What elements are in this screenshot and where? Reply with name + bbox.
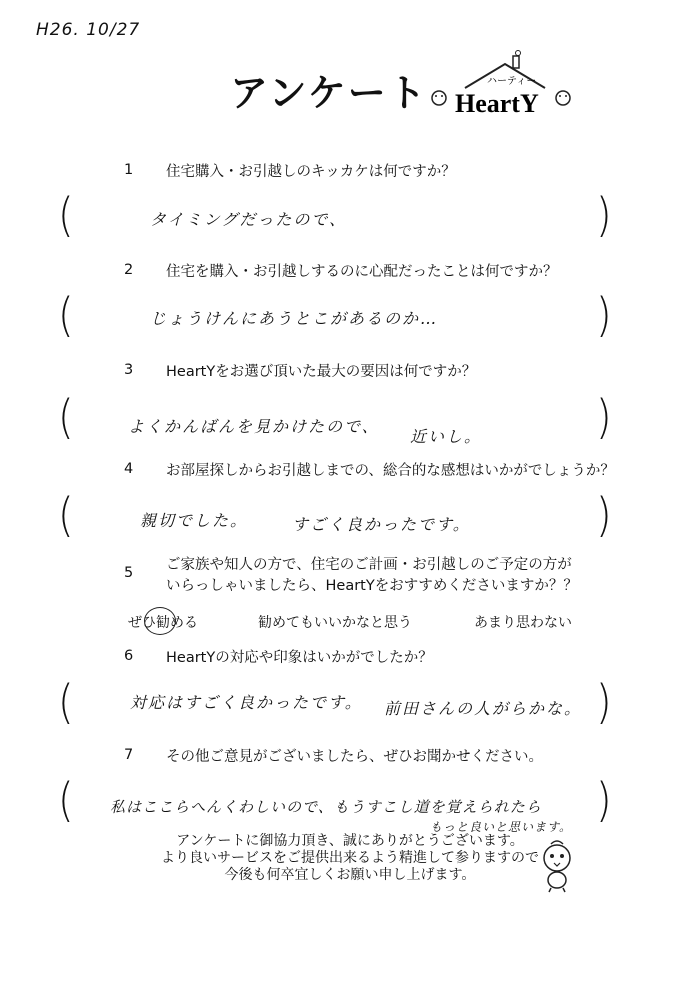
paren-open: ( [58,774,74,828]
answer-1: タイミングだったので、 [150,210,348,229]
paren-open: ( [58,189,74,243]
option-maybe[interactable]: 勧めてもいいかなと思う [258,615,412,631]
answer-3-extra: 近いし。 [410,427,483,446]
answer-4-extra: すごく良かったです。 [292,515,471,534]
paren-open: ( [58,676,74,730]
paren-open: ( [58,489,74,543]
paren-close: ) [596,391,612,445]
paren-close: ) [596,676,612,730]
left-bird-icon [432,91,446,105]
paren-open: ( [58,391,74,445]
answer-7-extra: もっと良いと思います。 [430,820,573,834]
paren-close: ) [596,289,612,343]
option-not-really[interactable]: あまり思わない [474,615,572,631]
answer-2: じょうけんにあうとこがあるのか… [150,309,439,328]
heartY-logo [425,50,575,120]
answer-4: 親切でした。 [140,511,249,530]
paren-open: ( [58,289,74,343]
option-recommend[interactable]: ぜひ勧める [128,615,198,631]
answer-7: 私はここらへんくわしいので、もうすこし道を覚えられたら [110,798,542,816]
thank-you-message: アンケートに御協力頂き、誠にありがとうございます。 より良いサービスをご提供出来るよう精進して参りますので 今後も何卒宜しくお願い申し上げます。 [161,833,539,883]
logo-text: HeartY [455,89,539,118]
paren-close: ) [596,189,612,243]
selection-circle [144,607,176,635]
page-title: アンケート [230,71,428,115]
date-stamp: H26. 10/27 [36,20,141,40]
answer-6-extra: 前田さんの人がらかな。 [384,699,583,718]
right-bird-icon [556,91,570,105]
bird-mascot-icon [535,838,580,893]
logo-ruby: ハーティー [487,76,537,87]
answer-3: よくかんばんを見かけたので、 [128,417,380,436]
answer-6: 対応はすごく良かったです。 [130,693,363,712]
paren-close: ) [596,774,612,828]
paren-close: ) [596,489,612,543]
